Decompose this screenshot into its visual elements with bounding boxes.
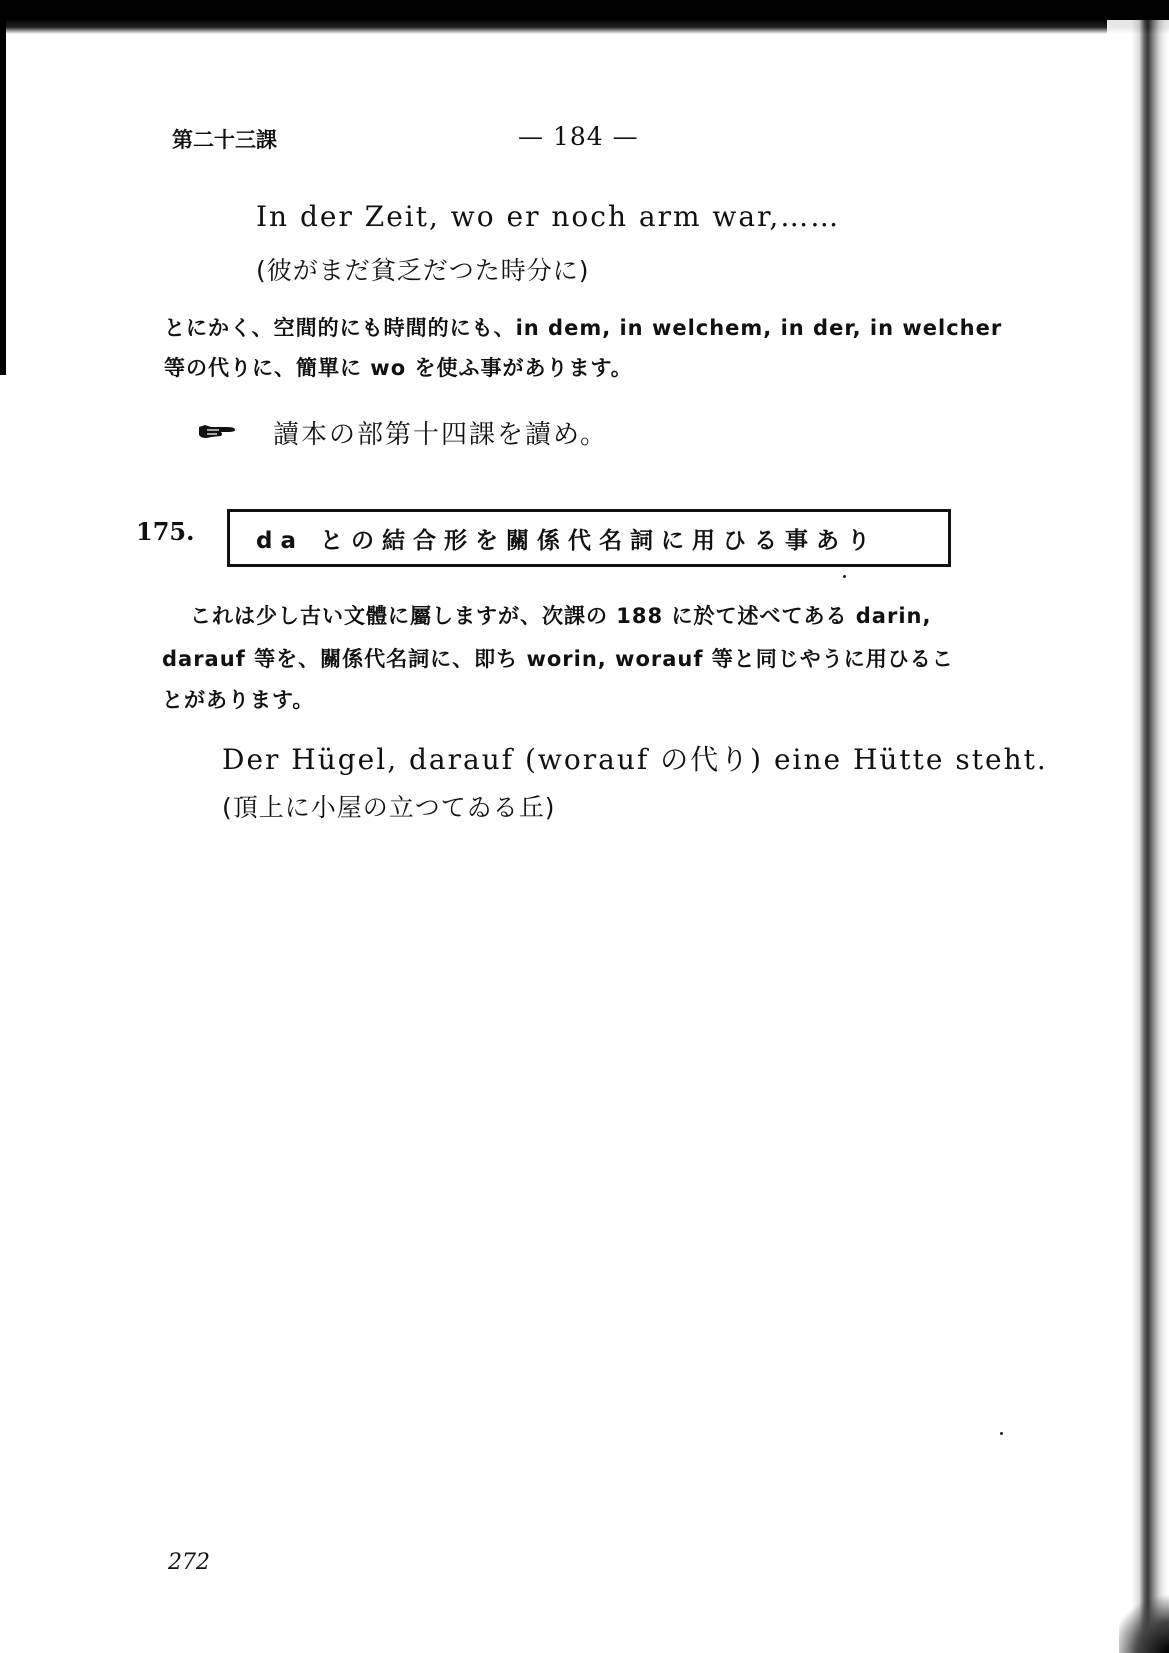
example-german-1: In der Zeit, wo er noch arm war,……	[256, 200, 841, 233]
section-title: da との結合形を關係代名詞に用ひる事あり	[256, 527, 878, 554]
section-number: 175.	[136, 517, 195, 546]
section-title-box	[227, 509, 951, 567]
scan-top-shadow	[0, 0, 1169, 34]
scan-speck	[843, 575, 846, 578]
example-german-2: Der Hügel, darauf (worauf の代り) eine Hütte steht.	[222, 743, 1048, 776]
footer-page-number: 272	[168, 1550, 210, 1575]
paragraph-2-line-1: これは少し古い文體に屬しますが、次課の 188 に於て述べてある darin,	[190, 604, 932, 628]
scan-right-edge	[1107, 20, 1169, 1653]
paragraph-1-line-1: とにかく、空間的にも時間的にも、in dem, in welchem, in der, in welcher	[164, 316, 1003, 340]
example-translation-1: (彼がまだ貧乏だつた時分に)	[256, 256, 590, 285]
scan-speck	[1000, 1432, 1003, 1435]
scan-left-shadow	[0, 0, 6, 375]
chapter-heading: 第二十三課	[172, 128, 277, 152]
paragraph-2-line-3: とがあります。	[162, 688, 315, 712]
paragraph-1-line-2: 等の代りに、簡單に wo を使ふ事があります。	[164, 356, 633, 380]
example-translation-2: (頂上に小屋の立つてゐる丘)	[222, 793, 556, 822]
page-number: — 184 —	[518, 122, 639, 151]
scan-corner-shadow	[1119, 1593, 1169, 1653]
pointing-hand-icon	[197, 421, 237, 443]
reading-instruction: 讀本の部第十四課を讀め。	[273, 420, 608, 450]
paragraph-2-line-2: darauf 等を、關係代名詞に、即ち worin, worauf 等と同じやうに用ひるこ	[162, 647, 954, 671]
